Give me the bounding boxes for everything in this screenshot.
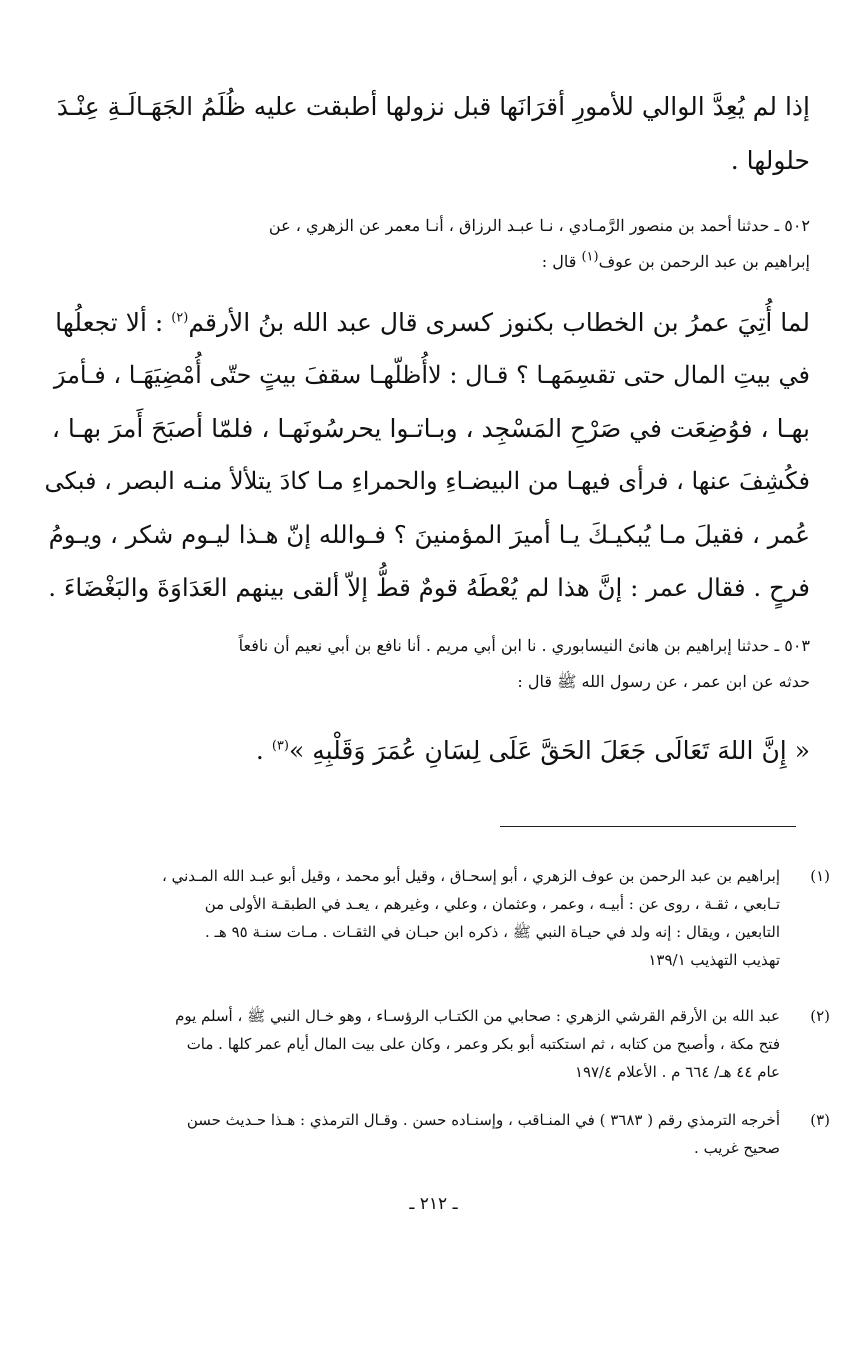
footnote-line: أخرجه الترمذي رقم ( ٣٦٨٣ ) في المنـاقب ، وإسنـاده حسن . وقـال الترمذي : هـذا حـديث حسن xyxy=(186,1111,780,1129)
verse-line: إذا لم يُعِدَّ الوالي للأمورِ أقرَانَها قبل نزولها أطبقت عليه ظُلَمُ الجَهَـالَـةِ عِنْـدَ xyxy=(56,92,810,121)
quote-line xyxy=(40,724,810,778)
footnote-line: إبراهيم بن عبد الرحمن بن عوف الزهري ، أبو إسحـاق ، وقيل أبو محمد ، وقيل أبو عبـد الله المـدني ، xyxy=(161,867,780,885)
quote-end: . xyxy=(255,736,272,765)
footnote-line: تهذيب التهذيب ١٣٩/١ xyxy=(648,951,780,969)
story-line: فكُشِفَ عنها ، فرأى فيهـا من البيضـاءِ والحمراءِ مـا كادَ يتلألأ منـه البصر ، فبكى xyxy=(44,467,810,495)
footnote-number: (٢) xyxy=(810,1007,830,1025)
story-line: عُمر ، فقيلَ مـا يُبكيـكَ يـا أميرَ المؤمنينَ ؟ فـوالله إنّ هـذا ليـوم شكر ، ويـومُ xyxy=(48,520,810,549)
page-number: ـ ٢١٢ ـ xyxy=(409,1194,458,1214)
footnote-number: (٣) xyxy=(810,1111,830,1129)
footnote-line: عام ٤٤ هـ/ ٦٦٤ م . الأعلام ١٩٧/٤ xyxy=(574,1063,780,1081)
footnote-line: التابعين ، ويقال : إنه ولد في حيـاة النبي ﷺ ، ذكره ابن حبـان في الثقـات . مـات سنـة ٩٥ هـ . xyxy=(204,923,780,941)
story-line: في بيتِ المال حتى تقسِمَهـا ؟ قـال : لاأُظلّهـا سقفَ بيتٍ حتّى أُمْضِيَهَـا ، فـأمرَ xyxy=(53,361,810,389)
footnote-ref-3[interactable]: (٣) xyxy=(271,738,289,754)
hadith-503-line: ٥٠٣ ـ حدثنا إبراهيم بن هانئ النيسابوري . نا ابن أبي مريم . أنا نافع بن أبي نعيم أن نافعاً xyxy=(238,636,810,655)
footnote-line: عبد الله بن الأرقم القرشي الزهري : صحابي من الكتـاب الرؤسـاء ، وهو خـال النبي ﷺ ، أسلم يوم xyxy=(175,1007,780,1025)
hadith-502-chain xyxy=(40,208,810,280)
story-line: فرحٍ . فقال عمر : إنَّ هذا لم يُعْطَهُ قومٌ قطُّ إلاّ ألقى بينهم العَدَاوَةَ والبَغْضَاءَ . xyxy=(48,573,810,602)
story-paragraph xyxy=(40,296,810,614)
footnote-body xyxy=(40,1106,780,1162)
footnote-ref-1[interactable]: (١) xyxy=(581,249,599,265)
verse-line: حلولها . xyxy=(730,146,810,175)
story-line: بهـا ، فوُضِعَت في صَرْحِ المَسْجِد ، وبـاتـوا يحرسُونَهـا ، فلمّا أصبَحَ أَمرَ بهـا ، xyxy=(51,414,810,443)
story-line-with-ref: لما أُتِيَ عمرُ بن الخطاب بكنوز كسرى قال عبد الله بنُ الأرقم$^{(٢)}$ : ألا تجعلُها xyxy=(55,308,810,337)
footnote-line: فتح مكة ، وأصبح من كتابه ، ثم استكتبه أبو بكر وعمر ، وكان على بيت المال أيام عمر كلها . مات xyxy=(186,1035,780,1053)
footnote-line: صحيح غريب . xyxy=(694,1139,780,1157)
hadith-503-chain xyxy=(40,628,810,700)
hadith-503-line: حدثه عن ابن عمر ، عن رسول الله ﷺ قال : xyxy=(517,672,810,691)
footnote-number: (١) xyxy=(810,867,830,885)
prophetic-quote xyxy=(40,724,810,778)
footnote-ref-2[interactable]: (٢) xyxy=(171,310,189,326)
footnote-separator xyxy=(500,826,796,827)
footnote-line: تـابعي ، ثقـة ، روى عن : أبيـه ، وعمر ، وعثمان ، وعلي ، وغيرهم ، يعـد في الطبقـة الأولى من xyxy=(204,895,780,913)
hadith-502-line-with-ref: إبراهيم بن عبد الرحمن بن عوف$^{(١)}$ قال : xyxy=(541,249,810,271)
footnote-body xyxy=(40,1002,780,1086)
verse-paragraph xyxy=(40,80,810,188)
footnote-body xyxy=(40,862,780,974)
quote-text: « إِنَّ اللهَ تَعَالَى جَعَلَ الحَقَّ عَلَى لِسَانِ عُمَرَ وَقَلْبِهِ » xyxy=(288,736,810,765)
hadith-502-line: ٥٠٢ ـ حدثنا أحمد بن منصور الرَّمـادي ، نـا عبـد الرزاق ، أنـا معمر عن الزهري ، عن xyxy=(268,216,810,235)
